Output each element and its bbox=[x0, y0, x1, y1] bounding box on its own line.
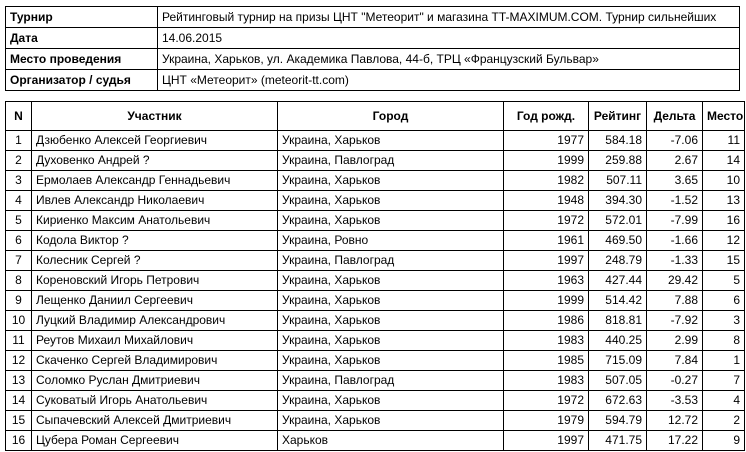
cell-place: 5 bbox=[703, 271, 745, 291]
cell-rating: 715.09 bbox=[589, 351, 647, 371]
table-row bbox=[6, 191, 745, 211]
cell-city: Украина, Харьков bbox=[278, 391, 504, 411]
cell-delta: -7.99 bbox=[647, 211, 703, 231]
cell-delta: 17.22 bbox=[647, 431, 703, 451]
cell-number: 7 bbox=[6, 251, 32, 271]
cell-participant: Лещенко Даниил Сергеевич bbox=[32, 291, 278, 311]
cell-rating: 507.05 bbox=[589, 371, 647, 391]
results-header-row bbox=[6, 102, 745, 131]
info-label: Организатор / судья bbox=[6, 70, 158, 91]
table-row bbox=[6, 291, 745, 311]
cell-birth-year: 1972 bbox=[504, 211, 589, 231]
info-row bbox=[6, 7, 740, 28]
cell-number: 9 bbox=[6, 291, 32, 311]
cell-city: Украина, Харьков bbox=[278, 291, 504, 311]
cell-delta: -1.66 bbox=[647, 231, 703, 251]
cell-number: 1 bbox=[6, 131, 32, 151]
table-row bbox=[6, 231, 745, 251]
cell-rating: 259.88 bbox=[589, 151, 647, 171]
cell-place: 10 bbox=[703, 171, 745, 191]
cell-place: 9 bbox=[703, 431, 745, 451]
cell-number: 16 bbox=[6, 431, 32, 451]
cell-city: Украина, Харьков bbox=[278, 311, 504, 331]
cell-birth-year: 1997 bbox=[504, 251, 589, 271]
cell-place: 11 bbox=[703, 131, 745, 151]
cell-birth-year: 1985 bbox=[504, 351, 589, 371]
cell-birth-year: 1972 bbox=[504, 391, 589, 411]
cell-city: Украина, Харьков bbox=[278, 351, 504, 371]
cell-participant: Колесник Сергей ? bbox=[32, 251, 278, 271]
cell-delta: -7.06 bbox=[647, 131, 703, 151]
table-row bbox=[6, 131, 745, 151]
table-row bbox=[6, 311, 745, 331]
cell-rating: 507.11 bbox=[589, 171, 647, 191]
cell-city: Украина, Харьков bbox=[278, 271, 504, 291]
cell-birth-year: 1961 bbox=[504, 231, 589, 251]
table-row bbox=[6, 411, 745, 431]
cell-participant: Луцкий Владимир Александрович bbox=[32, 311, 278, 331]
cell-participant: Дзюбенко Алексей Георгиевич bbox=[32, 131, 278, 151]
tournament-info-table bbox=[5, 6, 740, 91]
cell-place: 15 bbox=[703, 251, 745, 271]
cell-number: 10 bbox=[6, 311, 32, 331]
table-row bbox=[6, 171, 745, 191]
cell-delta: -1.52 bbox=[647, 191, 703, 211]
cell-birth-year: 1999 bbox=[504, 291, 589, 311]
cell-birth-year: 1948 bbox=[504, 191, 589, 211]
cell-birth-year: 1979 bbox=[504, 411, 589, 431]
table-row bbox=[6, 211, 745, 231]
info-label: Дата bbox=[6, 28, 158, 49]
cell-number: 6 bbox=[6, 231, 32, 251]
cell-rating: 514.42 bbox=[589, 291, 647, 311]
cell-participant: Ивлев Александр Николаевич bbox=[32, 191, 278, 211]
cell-number: 15 bbox=[6, 411, 32, 431]
col-header-delta: Дельта bbox=[647, 102, 703, 131]
cell-birth-year: 1982 bbox=[504, 171, 589, 191]
cell-participant: Цубера Роман Сергеевич bbox=[32, 431, 278, 451]
cell-participant: Сыпачевский Алексей Дмитриевич bbox=[32, 411, 278, 431]
cell-rating: 584.18 bbox=[589, 131, 647, 151]
cell-birth-year: 1983 bbox=[504, 371, 589, 391]
cell-city: Украина, Харьков bbox=[278, 211, 504, 231]
cell-place: 7 bbox=[703, 371, 745, 391]
cell-birth-year: 1999 bbox=[504, 151, 589, 171]
cell-birth-year: 1977 bbox=[504, 131, 589, 151]
cell-city: Украина, Харьков bbox=[278, 191, 504, 211]
info-value: Рейтинговый турнир на призы ЦНТ "Метеорит" и магазина TT-MAXIMUM.COM. Турнир сильнейших bbox=[158, 7, 740, 28]
cell-number: 4 bbox=[6, 191, 32, 211]
col-header-participant: Участник bbox=[32, 102, 278, 131]
cell-number: 12 bbox=[6, 351, 32, 371]
cell-delta: -0.27 bbox=[647, 371, 703, 391]
cell-place: 1 bbox=[703, 351, 745, 371]
cell-place: 2 bbox=[703, 411, 745, 431]
info-row bbox=[6, 49, 740, 70]
cell-delta: 29.42 bbox=[647, 271, 703, 291]
table-row bbox=[6, 331, 745, 351]
cell-delta: -7.92 bbox=[647, 311, 703, 331]
info-value: ЦНТ «Метеорит» (meteorit-tt.com) bbox=[158, 70, 740, 91]
table-row bbox=[6, 371, 745, 391]
cell-city: Украина, Павлоград bbox=[278, 371, 504, 391]
cell-delta: 7.84 bbox=[647, 351, 703, 371]
cell-participant: Скаченко Сергей Владимирович bbox=[32, 351, 278, 371]
cell-city: Украина, Ровно bbox=[278, 231, 504, 251]
cell-place: 3 bbox=[703, 311, 745, 331]
col-header-number: N bbox=[6, 102, 32, 131]
cell-participant: Кодола Виктор ? bbox=[32, 231, 278, 251]
cell-participant: Ермолаев Александр Геннадьевич bbox=[32, 171, 278, 191]
cell-delta: 12.72 bbox=[647, 411, 703, 431]
cell-rating: 469.50 bbox=[589, 231, 647, 251]
table-row bbox=[6, 151, 745, 171]
cell-city: Украина, Харьков bbox=[278, 331, 504, 351]
col-header-place: Место bbox=[703, 102, 745, 131]
cell-rating: 471.75 bbox=[589, 431, 647, 451]
table-row bbox=[6, 351, 745, 371]
cell-place: 8 bbox=[703, 331, 745, 351]
col-header-city: Город bbox=[278, 102, 504, 131]
cell-number: 3 bbox=[6, 171, 32, 191]
cell-rating: 427.44 bbox=[589, 271, 647, 291]
table-row bbox=[6, 431, 745, 451]
cell-place: 14 bbox=[703, 151, 745, 171]
cell-number: 13 bbox=[6, 371, 32, 391]
cell-number: 2 bbox=[6, 151, 32, 171]
cell-number: 11 bbox=[6, 331, 32, 351]
cell-rating: 672.63 bbox=[589, 391, 647, 411]
cell-number: 8 bbox=[6, 271, 32, 291]
cell-participant: Духовенко Андрей ? bbox=[32, 151, 278, 171]
cell-delta: -1.33 bbox=[647, 251, 703, 271]
cell-delta: 2.67 bbox=[647, 151, 703, 171]
cell-rating: 394.30 bbox=[589, 191, 647, 211]
info-value: 14.06.2015 bbox=[158, 28, 740, 49]
table-row bbox=[6, 391, 745, 411]
cell-number: 14 bbox=[6, 391, 32, 411]
cell-city: Украина, Харьков bbox=[278, 131, 504, 151]
cell-rating: 248.79 bbox=[589, 251, 647, 271]
col-header-birth-year: Год рожд. bbox=[504, 102, 589, 131]
cell-delta: -3.53 bbox=[647, 391, 703, 411]
cell-participant: Кореновский Игорь Петрович bbox=[32, 271, 278, 291]
col-header-rating: Рейтинг bbox=[589, 102, 647, 131]
cell-birth-year: 1997 bbox=[504, 431, 589, 451]
cell-city: Украина, Павлоград bbox=[278, 151, 504, 171]
cell-place: 13 bbox=[703, 191, 745, 211]
info-label: Место проведения bbox=[6, 49, 158, 70]
results-table bbox=[5, 101, 745, 451]
cell-place: 16 bbox=[703, 211, 745, 231]
cell-city: Украина, Харьков bbox=[278, 411, 504, 431]
cell-participant: Кириенко Максим Анатольевич bbox=[32, 211, 278, 231]
info-value: Украина, Харьков, ул. Академика Павлова, 44-б, ТРЦ «Французский Бульвар» bbox=[158, 49, 740, 70]
table-row bbox=[6, 251, 745, 271]
cell-rating: 594.79 bbox=[589, 411, 647, 431]
cell-place: 12 bbox=[703, 231, 745, 251]
info-label: Турнир bbox=[6, 7, 158, 28]
cell-delta: 3.65 bbox=[647, 171, 703, 191]
cell-rating: 818.81 bbox=[589, 311, 647, 331]
cell-city: Украина, Харьков bbox=[278, 171, 504, 191]
cell-rating: 572.01 bbox=[589, 211, 647, 231]
cell-birth-year: 1963 bbox=[504, 271, 589, 291]
cell-participant: Соломко Руслан Дмитриевич bbox=[32, 371, 278, 391]
cell-place: 4 bbox=[703, 391, 745, 411]
cell-city: Харьков bbox=[278, 431, 504, 451]
cell-delta: 7.88 bbox=[647, 291, 703, 311]
cell-birth-year: 1983 bbox=[504, 331, 589, 351]
info-row bbox=[6, 28, 740, 49]
cell-place: 6 bbox=[703, 291, 745, 311]
info-row bbox=[6, 70, 740, 91]
cell-rating: 440.25 bbox=[589, 331, 647, 351]
cell-participant: Суковатый Игорь Анатольевич bbox=[32, 391, 278, 411]
cell-number: 5 bbox=[6, 211, 32, 231]
cell-delta: 2.99 bbox=[647, 331, 703, 351]
cell-birth-year: 1986 bbox=[504, 311, 589, 331]
cell-participant: Реутов Михаил Михайлович bbox=[32, 331, 278, 351]
table-row bbox=[6, 271, 745, 291]
cell-city: Украина, Павлоград bbox=[278, 251, 504, 271]
